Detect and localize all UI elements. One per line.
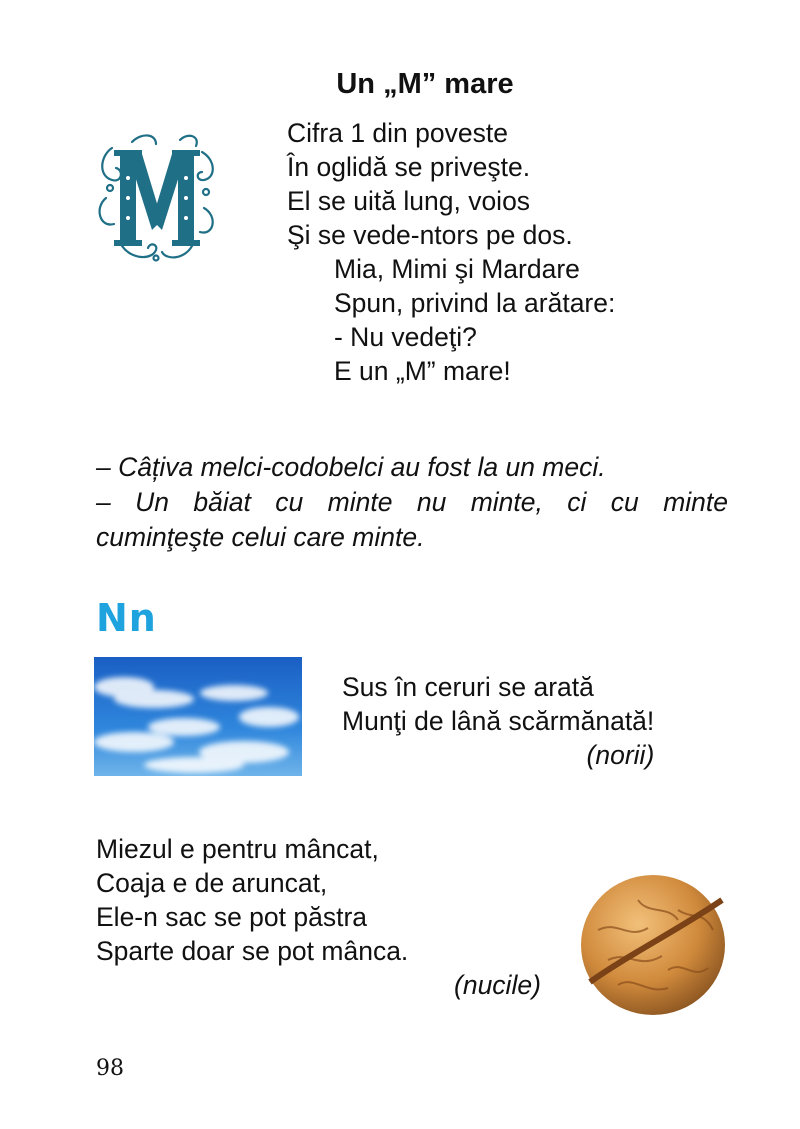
- riddle-clouds: [342, 670, 654, 772]
- riddle-line: Miezul e pentru mâncat,: [96, 834, 379, 864]
- proverb-line: cuminţeşte celui care minte.: [96, 522, 425, 552]
- proverb-line: – Câțiva melci-codobelci au fost la un meci.: [96, 452, 606, 482]
- riddle-line: Coaja e de aruncat,: [96, 868, 328, 898]
- poem-line: Spun, privind la arătare:: [334, 288, 616, 318]
- riddle-nuts: [96, 832, 541, 1002]
- poem-line: Cifra 1 din poveste: [287, 118, 508, 148]
- poem-line: E un „M” mare!: [334, 356, 511, 386]
- poem-title: Un „M” mare: [336, 68, 514, 100]
- riddle-line: Ele-n sac se pot păstra: [96, 902, 368, 932]
- riddle-line: Munţi de lână scărmănată!: [342, 706, 655, 736]
- cloudy-sky-image: [94, 657, 302, 776]
- page-number: 98: [96, 1056, 124, 1081]
- riddle-line: Sus în ceruri se arată: [342, 672, 594, 702]
- walnut-image: [578, 870, 728, 1020]
- poem-line: El se uită lung, voios: [287, 186, 531, 216]
- riddle-answer: (norii): [586, 740, 655, 770]
- poem-text: [287, 116, 615, 388]
- poem-line: În oglidă se priveşte.: [287, 152, 531, 182]
- ornamental-letter-m-icon: [92, 128, 222, 268]
- poem-line: Şi se vede-ntors pe dos.: [287, 220, 573, 250]
- proverb-line: – Un băiat cu minte nu minte, ci cu minte: [96, 487, 728, 517]
- section-letter-heading: Nn: [96, 596, 157, 640]
- poem-line: Mia, Mimi şi Mardare: [334, 254, 580, 284]
- poem-line: - Nu vedeţi?: [334, 322, 477, 352]
- riddle-line: Sparte doar se pot mânca.: [96, 936, 409, 966]
- riddle-answer: (nucile): [454, 970, 541, 1000]
- tongue-twisters: [96, 450, 728, 555]
